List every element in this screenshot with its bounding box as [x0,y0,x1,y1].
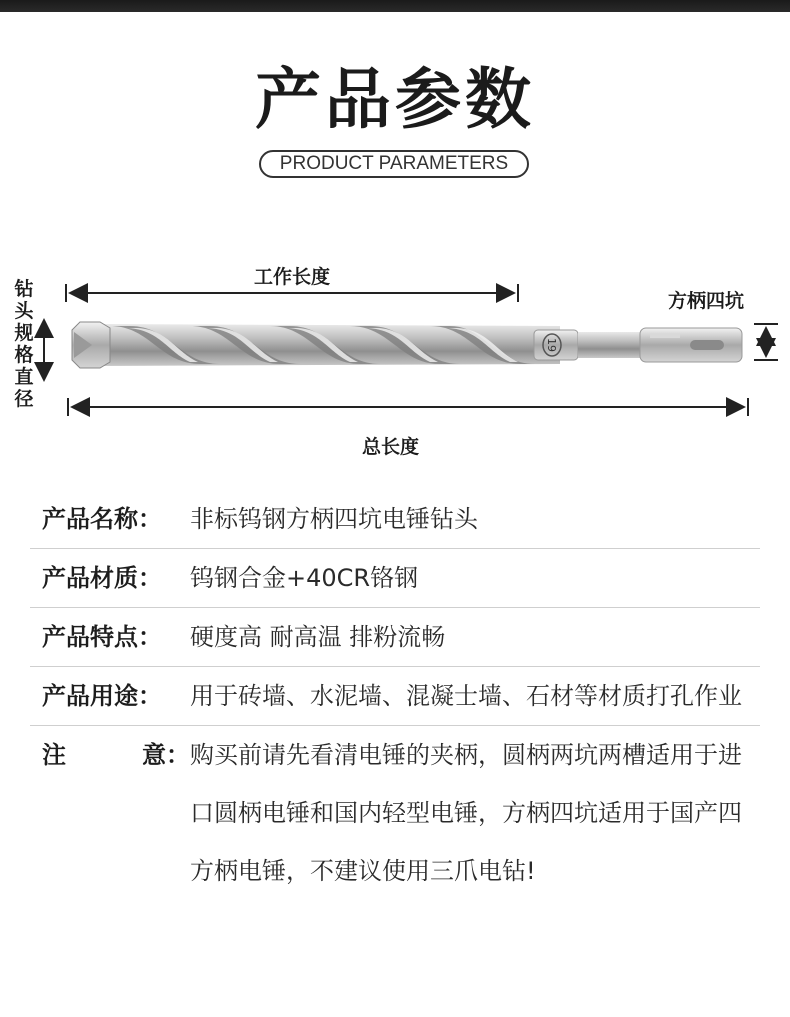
head-diameter-char: 直 [14,366,34,388]
head-diameter-char: 头 [14,300,34,322]
spec-row-note [30,726,760,900]
head-diameter-char: 规 [14,322,34,344]
spec-value: 非标钨钢方柄四坑电锤钻头 [190,505,478,533]
spec-row-material [30,549,760,608]
spec-value: 硬度高 耐高温 排粉流畅 [190,623,446,651]
spec-key: 产品用途： [42,682,162,710]
spec-list [30,490,760,900]
size-mark: 19 [545,338,558,352]
total-length-arrow [68,398,748,416]
spec-row-name [30,490,760,549]
spec-row-usage [30,667,760,726]
shank-width-arrow [754,324,778,360]
drill-bit [72,322,742,368]
page-title: 产品参数 [255,61,535,138]
total-length-label: 总长度 [362,436,420,458]
spec-row-features [30,608,760,667]
note-key-part1: 注 [42,741,66,769]
spec-value: 钨钢合金+40CR铬钢 [190,564,419,592]
spec-key: 产品材质： [42,564,162,592]
working-length-arrow [66,284,518,302]
drill-bit-diagram [0,240,790,430]
spec-key: 产品名称： [42,505,162,533]
working-length-label: 工作长度 [254,266,331,288]
note-value: 购买前请先看清电锤的夹柄，圆柄两坑两槽适用于进口圆柄电锤和国内轻型电锤，方柄四坑适用于国产四方柄电锤，不建议使用三爪电钻! [190,741,742,885]
spec-value: 用于砖墙、水泥墙、混凝士墙、石材等材质打孔作业 [190,682,742,710]
head-diameter-char: 钻 [14,278,34,300]
spec-key: 产品特点： [42,623,162,651]
note-key-part2: 意： [142,741,190,769]
head-diameter-char: 径 [14,388,34,410]
head-diameter-char: 格 [14,344,34,366]
note-key [42,740,190,886]
shank-type-label: 方柄四坑 [668,290,745,312]
top-dark-strip [0,0,790,12]
subtitle-badge: PRODUCT PARAMETERS [259,150,529,178]
